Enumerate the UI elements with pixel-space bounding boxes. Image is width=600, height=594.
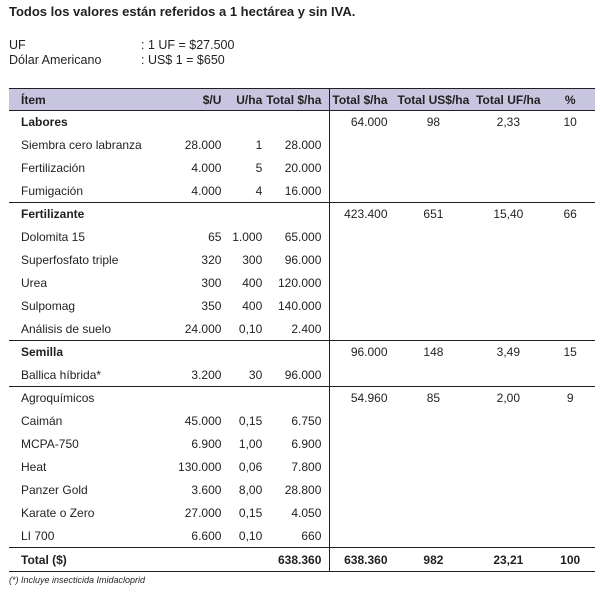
empty-cell — [471, 318, 545, 341]
item-price: 300 — [201, 276, 222, 290]
item-price: 28.000 — [184, 138, 222, 152]
cost-table — [9, 88, 595, 572]
empty-cell — [160, 203, 223, 226]
total-clp: 638.360 — [330, 548, 396, 572]
group-total-uf: 3,49 — [471, 341, 545, 364]
empty-cell — [330, 525, 396, 548]
item-qty: 0,06 — [238, 460, 263, 474]
empty-cell — [471, 226, 545, 249]
empty-cell — [330, 180, 396, 203]
group-total-usd: 651 — [396, 203, 472, 226]
item-name: Análisis de suelo — [21, 321, 112, 336]
empty-cell — [396, 525, 472, 548]
empty-cell — [471, 456, 545, 479]
empty-cell — [223, 111, 264, 134]
table-row — [9, 226, 595, 249]
item-qty: 0,15 — [238, 414, 263, 428]
table-row — [9, 157, 595, 180]
empty-cell — [330, 318, 396, 341]
empty-cell — [160, 548, 223, 572]
item-qty: 400 — [242, 299, 263, 313]
item-total: 96.000 — [264, 249, 330, 272]
item-total: 6.900 — [264, 433, 330, 456]
empty-cell — [330, 479, 396, 502]
item-qty: 0,15 — [238, 506, 263, 520]
empty-cell — [545, 180, 595, 203]
group-total-clp: 54.960 — [330, 387, 396, 410]
empty-cell — [396, 134, 472, 157]
item-qty: 400 — [242, 276, 263, 290]
empty-cell — [264, 387, 330, 410]
item-qty: 5 — [255, 161, 263, 175]
item-price: 27.000 — [184, 506, 222, 520]
empty-cell — [396, 479, 472, 502]
empty-cell — [545, 295, 595, 318]
usd-rate-label: Dólar Americano — [9, 53, 102, 67]
empty-cell — [545, 433, 595, 456]
group-name: Labores — [9, 111, 160, 134]
table-row — [9, 180, 595, 203]
empty-cell — [471, 249, 545, 272]
total-usd: 982 — [396, 548, 472, 572]
header-units-per-ha: U/ha — [223, 89, 264, 111]
empty-cell — [330, 433, 396, 456]
table-header-row — [9, 89, 595, 111]
empty-cell — [545, 249, 595, 272]
item-name: Fumigación — [21, 183, 84, 198]
item-total: 16.000 — [264, 180, 330, 203]
empty-cell — [396, 456, 472, 479]
empty-cell — [223, 341, 264, 364]
item-name: Ballica híbrida* — [21, 367, 102, 382]
empty-cell — [330, 295, 396, 318]
empty-cell — [545, 479, 595, 502]
item-name: Siembra cero labranza — [21, 138, 142, 152]
footnote: (*) Incluye insecticida Imidacloprid — [9, 575, 146, 585]
empty-cell — [471, 157, 545, 180]
table-row — [9, 249, 595, 272]
item-price: 350 — [201, 299, 222, 313]
header-price-per-unit: $/U — [160, 89, 223, 111]
item-price: 65 — [208, 230, 222, 244]
uf-rate-label: UF — [9, 38, 26, 52]
item-qty: 0,10 — [238, 528, 263, 543]
total-percent: 100 — [545, 548, 595, 572]
empty-cell — [396, 433, 472, 456]
item-price: 4.000 — [191, 183, 222, 198]
group-row — [9, 341, 595, 364]
empty-cell — [545, 272, 595, 295]
item-name: Dolomita 15 — [21, 230, 86, 244]
empty-cell — [264, 341, 330, 364]
empty-cell — [330, 157, 396, 180]
empty-cell — [545, 525, 595, 548]
item-total: 28.000 — [264, 134, 330, 157]
item-name: Urea — [21, 276, 48, 290]
empty-cell — [264, 111, 330, 134]
empty-cell — [396, 318, 472, 341]
empty-cell — [330, 456, 396, 479]
table-row — [9, 525, 595, 548]
item-name: Caimán — [21, 414, 63, 428]
group-total-clp: 96.000 — [330, 341, 396, 364]
item-total: 140.000 — [264, 295, 330, 318]
empty-cell — [471, 479, 545, 502]
header-item-total: Total $/ha — [264, 89, 330, 111]
empty-cell — [545, 456, 595, 479]
group-total-clp: 64.000 — [330, 111, 396, 134]
empty-cell — [471, 433, 545, 456]
empty-cell — [545, 364, 595, 387]
empty-cell — [545, 318, 595, 341]
empty-cell — [545, 157, 595, 180]
empty-cell — [471, 180, 545, 203]
table-row — [9, 456, 595, 479]
table-row — [9, 272, 595, 295]
empty-cell — [545, 226, 595, 249]
item-price: 3.200 — [191, 367, 222, 382]
table-body — [9, 111, 595, 572]
empty-cell — [330, 249, 396, 272]
table-row — [9, 479, 595, 502]
header-group-total-uf: Total UF/ha — [471, 89, 545, 111]
empty-cell — [330, 410, 396, 433]
group-percent: 15 — [545, 341, 595, 364]
item-qty: 1 — [255, 138, 263, 152]
empty-cell — [396, 295, 472, 318]
item-qty: 0,10 — [238, 321, 263, 336]
empty-cell — [160, 111, 223, 134]
total-row — [9, 548, 595, 572]
group-percent: 10 — [545, 111, 595, 134]
group-name: Agroquímicos — [9, 387, 160, 410]
header-percent: % — [545, 89, 595, 111]
item-price: 130.000 — [178, 460, 222, 474]
empty-cell — [330, 502, 396, 525]
empty-cell — [264, 203, 330, 226]
item-price: 6.900 — [191, 437, 222, 451]
item-total: 2.400 — [264, 318, 330, 341]
header-group-total-clp: Total $/ha — [330, 89, 396, 111]
item-price: 45.000 — [184, 414, 222, 428]
empty-cell — [396, 502, 472, 525]
empty-cell — [396, 226, 472, 249]
item-total: 7.800 — [264, 456, 330, 479]
item-total: 6.750 — [264, 410, 330, 433]
intro-note: Todos los valores están referidos a 1 hectárea y sin IVA. — [9, 4, 356, 19]
table-row — [9, 134, 595, 157]
empty-cell — [330, 134, 396, 157]
item-price: 24.000 — [184, 321, 222, 336]
empty-cell — [396, 180, 472, 203]
group-total-clp: 423.400 — [330, 203, 396, 226]
empty-cell — [223, 387, 264, 410]
empty-cell — [471, 525, 545, 548]
empty-cell — [396, 157, 472, 180]
group-percent: 9 — [545, 387, 595, 410]
group-percent: 66 — [545, 203, 595, 226]
total-label: Total ($) — [9, 548, 160, 572]
empty-cell — [545, 410, 595, 433]
table-row — [9, 295, 595, 318]
empty-cell — [471, 272, 545, 295]
item-total: 65.000 — [264, 226, 330, 249]
group-row — [9, 387, 595, 410]
group-total-uf: 15,40 — [471, 203, 545, 226]
uf-rate-value: : 1 UF = $27.500 — [141, 38, 235, 52]
empty-cell — [545, 502, 595, 525]
header-group-total-usd: Total US$/ha — [396, 89, 472, 111]
table-row — [9, 410, 595, 433]
item-name: LI 700 — [21, 528, 55, 543]
empty-cell — [396, 410, 472, 433]
item-qty: 4 — [255, 183, 263, 198]
item-name: Heat — [21, 460, 47, 474]
empty-cell — [330, 226, 396, 249]
item-price: 3.600 — [191, 483, 222, 497]
item-name: Panzer Gold — [21, 483, 88, 497]
group-name: Fertilizante — [9, 203, 160, 226]
group-total-usd: 85 — [396, 387, 472, 410]
item-total: 4.050 — [264, 502, 330, 525]
total-uf: 23,21 — [471, 548, 545, 572]
item-qty: 1.000 — [232, 230, 263, 244]
item-qty: 1,00 — [238, 437, 263, 451]
item-qty: 300 — [242, 253, 263, 267]
empty-cell — [160, 341, 223, 364]
empty-cell — [471, 134, 545, 157]
item-price: 6.600 — [191, 528, 222, 543]
total-subtotal: 638.360 — [264, 548, 330, 572]
empty-cell — [471, 364, 545, 387]
usd-rate-value: : US$ 1 = $650 — [141, 53, 225, 67]
item-total: 120.000 — [264, 272, 330, 295]
item-qty: 8,00 — [238, 483, 263, 497]
table-row — [9, 364, 595, 387]
item-name: MCPA-750 — [21, 437, 79, 451]
empty-cell — [396, 272, 472, 295]
empty-cell — [330, 272, 396, 295]
group-row — [9, 111, 595, 134]
item-qty: 30 — [248, 367, 263, 382]
group-total-usd: 98 — [396, 111, 472, 134]
item-total: 96.000 — [264, 364, 330, 387]
empty-cell — [396, 249, 472, 272]
empty-cell — [160, 387, 223, 410]
item-total: 28.800 — [264, 479, 330, 502]
empty-cell — [330, 364, 396, 387]
item-total: 660 — [264, 525, 330, 548]
group-total-uf: 2,33 — [471, 111, 545, 134]
item-name: Superfosfato triple — [21, 253, 119, 267]
table-row — [9, 502, 595, 525]
header-item: Ítem — [9, 89, 160, 111]
empty-cell — [396, 364, 472, 387]
item-price: 320 — [201, 253, 222, 267]
item-name: Fertilización — [21, 161, 86, 175]
empty-cell — [545, 134, 595, 157]
group-name: Semilla — [9, 341, 160, 364]
empty-cell — [471, 502, 545, 525]
empty-cell — [471, 295, 545, 318]
empty-cell — [223, 548, 264, 572]
empty-cell — [223, 203, 264, 226]
item-name: Sulpomag — [21, 299, 76, 313]
item-name: Karate o Zero — [21, 506, 95, 520]
table-row — [9, 433, 595, 456]
group-row — [9, 203, 595, 226]
group-total-usd: 148 — [396, 341, 472, 364]
item-price: 4.000 — [191, 161, 222, 175]
group-total-uf: 2,00 — [471, 387, 545, 410]
table-row — [9, 318, 595, 341]
item-total: 20.000 — [264, 157, 330, 180]
empty-cell — [471, 410, 545, 433]
